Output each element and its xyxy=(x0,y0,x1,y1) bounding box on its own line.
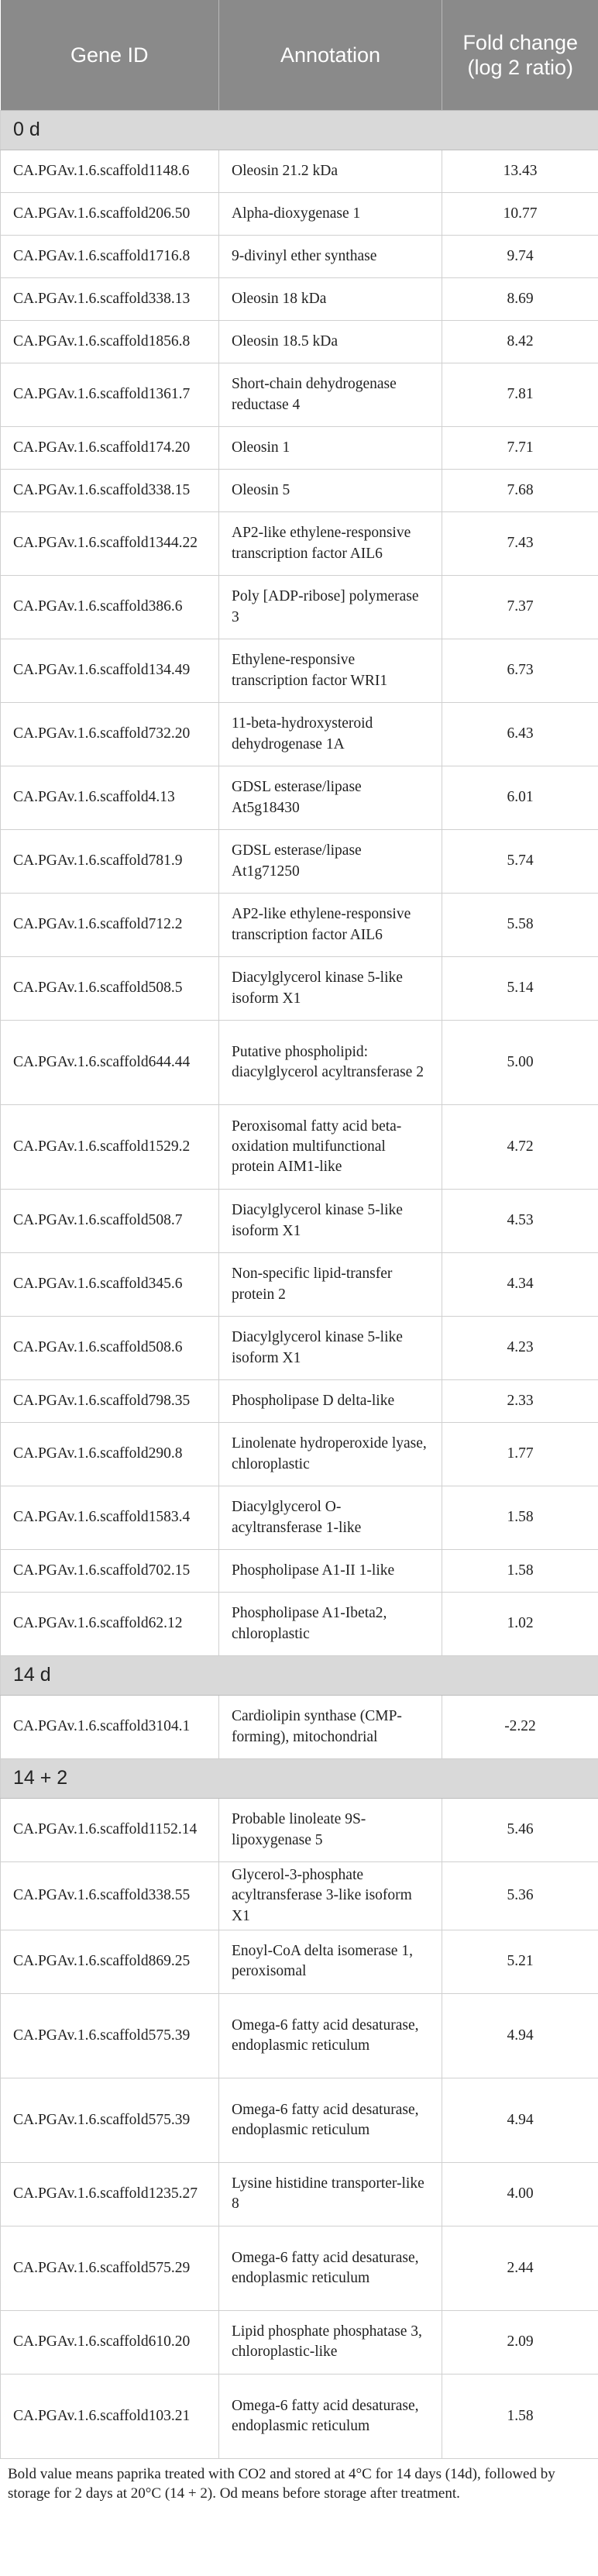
fold-change-cell: 5.74 xyxy=(442,830,598,894)
annotation-cell: Diacylglycerol kinase 5-like isoform X1 xyxy=(219,1317,442,1380)
section-label: 14 d xyxy=(1,1656,598,1696)
table-row xyxy=(1,1993,598,2078)
fold-change-cell: 5.36 xyxy=(442,1862,598,1930)
table-row xyxy=(1,2374,598,2458)
section-label: 0 d xyxy=(1,111,598,150)
fold-change-cell: 4.72 xyxy=(442,1105,598,1190)
table-row xyxy=(1,2078,598,2162)
annotation-cell: Oleosin 5 xyxy=(219,470,442,512)
annotation-cell: Putative phospholipid: diacylglycerol acyltransferase 2 xyxy=(219,1021,442,1105)
gene-id-cell: CA.PGAv.1.6.scaffold1235.27 xyxy=(1,2162,219,2226)
annotation-cell: Oleosin 18.5 kDa xyxy=(219,321,442,363)
fold-change-cell: 4.23 xyxy=(442,1317,598,1380)
table-row xyxy=(1,2310,598,2374)
annotation-cell: Probable linoleate 9S-lipoxygenase 5 xyxy=(219,1799,442,1862)
table-row xyxy=(1,150,598,193)
table-row xyxy=(1,512,598,576)
table-row xyxy=(1,1190,598,1253)
fold-change-cell: 5.00 xyxy=(442,1021,598,1105)
annotation-cell: Omega-6 fatty acid desaturase, endoplasmic reticulum xyxy=(219,2374,442,2458)
header-gene-id: Gene ID xyxy=(1,0,219,111)
annotation-cell: Diacylglycerol O-acyltransferase 1-like xyxy=(219,1486,442,1550)
gene-id-cell: CA.PGAv.1.6.scaffold1856.8 xyxy=(1,321,219,363)
gene-id-cell: CA.PGAv.1.6.scaffold1529.2 xyxy=(1,1105,219,1190)
table-row xyxy=(1,1799,598,1862)
table-row xyxy=(1,427,598,470)
gene-id-cell: CA.PGAv.1.6.scaffold4.13 xyxy=(1,766,219,830)
table-row xyxy=(1,236,598,278)
gene-id-cell: CA.PGAv.1.6.scaffold345.6 xyxy=(1,1253,219,1317)
table-row xyxy=(1,470,598,512)
annotation-cell: Cardiolipin synthase (CMP-forming), mitochondrial xyxy=(219,1696,442,1759)
fold-change-cell: 5.14 xyxy=(442,957,598,1021)
fold-change-cell: 4.53 xyxy=(442,1190,598,1253)
annotation-cell: Non-specific lipid-transfer protein 2 xyxy=(219,1253,442,1317)
gene-id-cell: CA.PGAv.1.6.scaffold338.15 xyxy=(1,470,219,512)
table-row xyxy=(1,1486,598,1550)
fold-change-cell: 7.68 xyxy=(442,470,598,512)
table-body xyxy=(1,111,598,2459)
fold-change-cell: 5.21 xyxy=(442,1930,598,1993)
fold-change-cell: 10.77 xyxy=(442,193,598,236)
annotation-cell: Ethylene-responsive transcription factor WRI1 xyxy=(219,639,442,703)
annotation-cell: AP2-like ethylene-responsive transcription factor AIL6 xyxy=(219,512,442,576)
table-row xyxy=(1,766,598,830)
annotation-cell: Lysine histidine transporter-like 8 xyxy=(219,2162,442,2226)
fold-change-cell: 2.33 xyxy=(442,1380,598,1423)
fold-change-cell: 5.46 xyxy=(442,1799,598,1862)
table-row xyxy=(1,639,598,703)
table-row xyxy=(1,1696,598,1759)
table-row xyxy=(1,1253,598,1317)
fold-change-cell: 4.00 xyxy=(442,2162,598,2226)
gene-id-cell: CA.PGAv.1.6.scaffold869.25 xyxy=(1,1930,219,1993)
annotation-cell: GDSL esterase/lipase At1g71250 xyxy=(219,830,442,894)
fold-change-cell: 7.37 xyxy=(442,576,598,639)
annotation-cell: Oleosin 21.2 kDa xyxy=(219,150,442,193)
gene-id-cell: CA.PGAv.1.6.scaffold644.44 xyxy=(1,1021,219,1105)
annotation-cell: Phospholipase A1-Ibeta2, chloroplastic xyxy=(219,1593,442,1656)
gene-id-cell: CA.PGAv.1.6.scaffold1716.8 xyxy=(1,236,219,278)
annotation-cell: Poly [ADP-ribose] polymerase 3 xyxy=(219,576,442,639)
table-row xyxy=(1,193,598,236)
gene-id-cell: CA.PGAv.1.6.scaffold575.29 xyxy=(1,2226,219,2310)
fold-change-cell: 1.58 xyxy=(442,1486,598,1550)
annotation-cell: 9-divinyl ether synthase xyxy=(219,236,442,278)
gene-id-cell: CA.PGAv.1.6.scaffold508.7 xyxy=(1,1190,219,1253)
fold-change-cell: 13.43 xyxy=(442,150,598,193)
fold-change-cell: -2.22 xyxy=(442,1696,598,1759)
fold-change-cell: 2.44 xyxy=(442,2226,598,2310)
header-annotation: Annotation xyxy=(219,0,442,111)
table-row xyxy=(1,703,598,766)
gene-id-cell: CA.PGAv.1.6.scaffold575.39 xyxy=(1,2078,219,2162)
gene-id-cell: CA.PGAv.1.6.scaffold386.6 xyxy=(1,576,219,639)
fold-change-cell: 4.94 xyxy=(442,1993,598,2078)
section-row xyxy=(1,111,598,150)
annotation-cell: Diacylglycerol kinase 5-like isoform X1 xyxy=(219,1190,442,1253)
table-row xyxy=(1,2162,598,2226)
gene-id-cell: CA.PGAv.1.6.scaffold798.35 xyxy=(1,1380,219,1423)
gene-id-cell: CA.PGAv.1.6.scaffold702.15 xyxy=(1,1550,219,1593)
gene-id-cell: CA.PGAv.1.6.scaffold290.8 xyxy=(1,1423,219,1486)
header-row xyxy=(1,0,598,111)
annotation-cell: Omega-6 fatty acid desaturase, endoplasmic reticulum xyxy=(219,1993,442,2078)
annotation-cell: 11-beta-hydroxysteroid dehydrogenase 1A xyxy=(219,703,442,766)
table-row xyxy=(1,2226,598,2310)
fold-change-cell: 6.43 xyxy=(442,703,598,766)
table-row xyxy=(1,1423,598,1486)
gene-id-cell: CA.PGAv.1.6.scaffold134.49 xyxy=(1,639,219,703)
table-row xyxy=(1,278,598,321)
annotation-cell: Oleosin 18 kDa xyxy=(219,278,442,321)
gene-id-cell: CA.PGAv.1.6.scaffold1583.4 xyxy=(1,1486,219,1550)
annotation-cell: Phospholipase D delta-like xyxy=(219,1380,442,1423)
gene-id-cell: CA.PGAv.1.6.scaffold338.55 xyxy=(1,1862,219,1930)
table-row xyxy=(1,1930,598,1993)
table-row xyxy=(1,830,598,894)
annotation-cell: Phospholipase A1-II 1-like xyxy=(219,1550,442,1593)
annotation-cell: Omega-6 fatty acid desaturase, endoplasmic reticulum xyxy=(219,2226,442,2310)
annotation-cell: Peroxisomal fatty acid beta-oxidation multifunctional protein AIM1-like xyxy=(219,1105,442,1190)
table-row xyxy=(1,1021,598,1105)
gene-id-cell: CA.PGAv.1.6.scaffold508.6 xyxy=(1,1317,219,1380)
table-row xyxy=(1,1862,598,1930)
table-row xyxy=(1,576,598,639)
gene-id-cell: CA.PGAv.1.6.scaffold206.50 xyxy=(1,193,219,236)
table-row xyxy=(1,1380,598,1423)
table-row xyxy=(1,321,598,363)
gene-id-cell: CA.PGAv.1.6.scaffold62.12 xyxy=(1,1593,219,1656)
gene-id-cell: CA.PGAv.1.6.scaffold1152.14 xyxy=(1,1799,219,1862)
table-row xyxy=(1,1105,598,1190)
annotation-cell: Short-chain dehydrogenase reductase 4 xyxy=(219,363,442,427)
fold-change-cell: 7.81 xyxy=(442,363,598,427)
table-footnote: Bold value means paprika treated with CO2 and stored at 4°C for 14 days (14d), followed by storage for 2 days at 20°C (14 + 2). Od means before storage after treatment. xyxy=(8,2465,555,2502)
header-fold-change: Fold change (log 2 ratio) xyxy=(442,0,598,111)
gene-id-cell: CA.PGAv.1.6.scaffold3104.1 xyxy=(1,1696,219,1759)
fold-change-cell: 1.02 xyxy=(442,1593,598,1656)
annotation-cell: Alpha-dioxygenase 1 xyxy=(219,193,442,236)
annotation-cell: Lipid phosphate phosphatase 3, chloroplastic-like xyxy=(219,2310,442,2374)
fold-change-cell: 7.43 xyxy=(442,512,598,576)
table-row xyxy=(1,1550,598,1593)
fold-change-cell: 9.74 xyxy=(442,236,598,278)
section-label: 14 + 2 xyxy=(1,1759,598,1799)
fold-change-cell: 6.73 xyxy=(442,639,598,703)
gene-id-cell: CA.PGAv.1.6.scaffold712.2 xyxy=(1,894,219,957)
annotation-cell: Enoyl-CoA delta isomerase 1, peroxisomal xyxy=(219,1930,442,1993)
section-row xyxy=(1,1759,598,1799)
fold-change-cell: 8.69 xyxy=(442,278,598,321)
fold-change-cell: 4.34 xyxy=(442,1253,598,1317)
gene-id-cell: CA.PGAv.1.6.scaffold732.20 xyxy=(1,703,219,766)
annotation-cell: Oleosin 1 xyxy=(219,427,442,470)
annotation-cell: Glycerol-3-phosphate acyltransferase 3-like isoform X1 xyxy=(219,1862,442,1930)
gene-id-cell: CA.PGAv.1.6.scaffold610.20 xyxy=(1,2310,219,2374)
gene-id-cell: CA.PGAv.1.6.scaffold1344.22 xyxy=(1,512,219,576)
gene-id-cell: CA.PGAv.1.6.scaffold338.13 xyxy=(1,278,219,321)
fold-change-cell: 6.01 xyxy=(442,766,598,830)
fold-change-cell: 8.42 xyxy=(442,321,598,363)
fold-change-cell: 2.09 xyxy=(442,2310,598,2374)
fold-change-cell: 1.58 xyxy=(442,2374,598,2458)
gene-id-cell: CA.PGAv.1.6.scaffold508.5 xyxy=(1,957,219,1021)
fold-change-cell: 4.94 xyxy=(442,2078,598,2162)
annotation-cell: Diacylglycerol kinase 5-like isoform X1 xyxy=(219,957,442,1021)
table-row xyxy=(1,1593,598,1656)
fold-change-cell: 5.58 xyxy=(442,894,598,957)
table-row xyxy=(1,957,598,1021)
annotation-cell: GDSL esterase/lipase At5g18430 xyxy=(219,766,442,830)
gene-id-cell: CA.PGAv.1.6.scaffold575.39 xyxy=(1,1993,219,2078)
annotation-cell: AP2-like ethylene-responsive transcription factor AIL6 xyxy=(219,894,442,957)
fold-change-cell: 1.77 xyxy=(442,1423,598,1486)
gene-id-cell: CA.PGAv.1.6.scaffold1148.6 xyxy=(1,150,219,193)
gene-id-cell: CA.PGAv.1.6.scaffold174.20 xyxy=(1,427,219,470)
annotation-cell: Linolenate hydroperoxide lyase, chloroplastic xyxy=(219,1423,442,1486)
fold-change-cell: 7.71 xyxy=(442,427,598,470)
annotation-cell: Omega-6 fatty acid desaturase, endoplasmic reticulum xyxy=(219,2078,442,2162)
table-row xyxy=(1,363,598,427)
fold-change-cell: 1.58 xyxy=(442,1550,598,1593)
table-row xyxy=(1,1317,598,1380)
table-row xyxy=(1,894,598,957)
gene-id-cell: CA.PGAv.1.6.scaffold103.21 xyxy=(1,2374,219,2458)
section-row xyxy=(1,1656,598,1696)
gene-id-cell: CA.PGAv.1.6.scaffold1361.7 xyxy=(1,363,219,427)
gene-id-cell: CA.PGAv.1.6.scaffold781.9 xyxy=(1,830,219,894)
